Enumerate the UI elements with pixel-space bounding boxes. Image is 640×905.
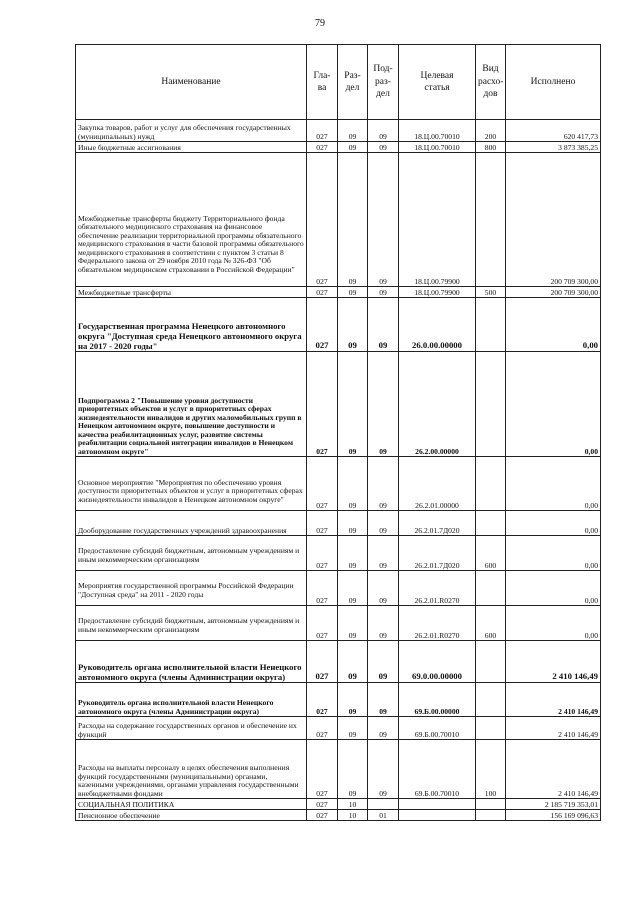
row-statya: 26.0.00.00000 <box>399 298 476 352</box>
row-name: Расходы на выплаты персоналу в целях обеспечения выполнения функций государственными (муниципальными) органами, казенными учреждениями, органами управления государственными внебюджетными фондами <box>76 740 307 799</box>
header-podrazdel <box>368 45 399 120</box>
row-statya: 18.Ц.00.79900 <box>399 153 476 287</box>
row-ispolneno: 0,00 <box>506 457 601 511</box>
row-ispolneno: 2 410 146,49 <box>506 641 601 683</box>
row-glava: 027 <box>307 287 338 298</box>
row-ispolneno: 3 873 385,25 <box>506 142 601 153</box>
row-glava: 027 <box>307 153 338 287</box>
row-glava: 027 <box>307 683 338 717</box>
row-vid <box>476 457 506 511</box>
row-podrazdel: 09 <box>368 153 399 287</box>
table-row <box>76 153 601 287</box>
table-row <box>76 717 601 740</box>
row-glava: 027 <box>307 511 338 536</box>
header-vid-text: Вид расхо- дов <box>478 64 504 100</box>
row-razdel: 09 <box>338 606 368 641</box>
row-glava: 027 <box>307 298 338 352</box>
row-ispolneno: 0,00 <box>506 511 601 536</box>
row-name: СОЦИАЛЬНАЯ ПОЛИТИКА <box>76 799 307 810</box>
row-ispolneno: 156 169 096,63 <box>506 810 601 821</box>
row-vid <box>476 810 506 821</box>
row-razdel: 09 <box>338 153 368 287</box>
header-name <box>76 45 307 120</box>
row-ispolneno: 0,00 <box>506 571 601 606</box>
row-razdel: 09 <box>338 457 368 511</box>
table-row <box>76 571 601 606</box>
row-ispolneno: 0,00 <box>506 352 601 457</box>
row-name <box>76 457 307 511</box>
row-name <box>76 571 307 606</box>
row-ispolneno: 0,00 <box>506 536 601 571</box>
table-row <box>76 740 601 799</box>
row-podrazdel: 09 <box>368 641 399 683</box>
row-vid <box>476 511 506 536</box>
table-row <box>76 511 601 536</box>
row-statya: 18.Ц.00.70010 <box>399 120 476 142</box>
row-razdel: 09 <box>338 298 368 352</box>
row-razdel: 09 <box>338 511 368 536</box>
table-row <box>76 799 601 810</box>
header-statya-text: Целевая статья <box>420 70 454 93</box>
row-ispolneno: 2 410 146,49 <box>506 717 601 740</box>
row-razdel: 09 <box>338 717 368 740</box>
row-podrazdel: 09 <box>368 536 399 571</box>
header-podrazdel-text: Под- раз- дел <box>373 64 393 100</box>
row-glava: 027 <box>307 606 338 641</box>
row-name: Государственная программа Ненецкого автономного округа "Доступная среда Ненецкого автономного округа на 2017 - 2020 годы" <box>76 298 307 352</box>
row-name: Подпрограмма 2 "Повышение уровня доступности приоритетных объектов и услуг в приоритетных сферах жизнедеятельности инвалидов и других маломобильных групп в Ненецком автономном округе, повышение доступности и качества реабилитационных услуг, развитие системы реабилитации социальной интеграции инвалидов в Ненецком автономном округе" <box>76 352 307 457</box>
row-vid <box>476 683 506 717</box>
row-statya: 26.2.01.7Д020 <box>399 536 476 571</box>
table-row <box>76 298 601 352</box>
table-row <box>76 352 601 457</box>
row-ispolneno: 200 709 300,00 <box>506 287 601 298</box>
row-statya: 69.Б.00.00000 <box>399 683 476 717</box>
row-vid: 500 <box>476 287 506 298</box>
row-podrazdel: 09 <box>368 683 399 717</box>
row-ispolneno: 620 417,73 <box>506 120 601 142</box>
table-row <box>76 606 601 641</box>
row-glava: 027 <box>307 641 338 683</box>
table-row <box>76 683 601 717</box>
row-podrazdel: 09 <box>368 606 399 641</box>
row-vid <box>476 799 506 810</box>
table-row <box>76 641 601 683</box>
row-glava: 027 <box>307 457 338 511</box>
row-vid <box>476 298 506 352</box>
row-razdel: 09 <box>338 142 368 153</box>
row-ispolneno: 2 410 146,49 <box>506 740 601 799</box>
row-statya: 26.2.01.R0270 <box>399 571 476 606</box>
row-vid <box>476 641 506 683</box>
row-vid <box>476 717 506 740</box>
row-podrazdel: 09 <box>368 740 399 799</box>
row-podrazdel <box>368 799 399 810</box>
row-statya: 18.Ц.00.70010 <box>399 142 476 153</box>
row-vid: 600 <box>476 606 506 641</box>
row-razdel: 09 <box>338 352 368 457</box>
row-vid <box>476 352 506 457</box>
row-name-text: Предоставление субсидий бюджетным, автономным учреждениям и иным некоммерческим организациям <box>78 546 300 564</box>
row-name: Межбюджетные трансферты <box>76 287 307 298</box>
row-name-text: Межбюджетные трансферты бюджету Территориального фонда обязательного медицинского страхования на финансовое обеспечение реализации территориальной программы обязательного медицинского страхования в части базовой программы обязательного медицинского страхования в соответствии с пунктом 3 статьи 8 Федерального закона от 29 ноября 2010 года № 326-ФЗ "Об обязательном медицинском страховании в Российской Федерации" <box>78 213 304 274</box>
row-ispolneno: 200 709 300,00 <box>506 153 601 287</box>
row-ispolneno: 2 185 719 353,01 <box>506 799 601 810</box>
row-glava: 027 <box>307 810 338 821</box>
row-vid <box>476 571 506 606</box>
row-statya <box>399 810 476 821</box>
row-name: Дооборудование государственных учреждений здравоохранения <box>76 511 307 536</box>
row-name <box>76 536 307 571</box>
row-razdel: 09 <box>338 740 368 799</box>
table-row <box>76 287 601 298</box>
row-podrazdel: 01 <box>368 810 399 821</box>
row-podrazdel: 09 <box>368 298 399 352</box>
table-row <box>76 810 601 821</box>
header-vid <box>476 45 506 120</box>
row-name <box>76 153 307 287</box>
header-razdel-text: Раз- дел <box>344 70 361 93</box>
row-name-text: Предоставление субсидий бюджетным, автономным учреждениям и иным некоммерческим организациям <box>78 616 300 634</box>
row-name: Пенсионное обеспечение <box>76 810 307 821</box>
header-ispolneno <box>506 45 601 120</box>
row-podrazdel: 09 <box>368 142 399 153</box>
row-glava: 027 <box>307 142 338 153</box>
table-row <box>76 457 601 511</box>
page-number: 79 <box>315 18 325 29</box>
row-podrazdel: 09 <box>368 571 399 606</box>
row-podrazdel: 09 <box>368 717 399 740</box>
row-name-text: Мероприятия государственной программы Российской Федерации "Доступная среда" на 2011 - 2020 годы <box>78 581 294 599</box>
row-statya: 26.2.01.R0270 <box>399 606 476 641</box>
row-razdel: 09 <box>338 641 368 683</box>
row-podrazdel: 09 <box>368 457 399 511</box>
row-name: Иные бюджетные ассигнования <box>76 142 307 153</box>
row-vid: 600 <box>476 536 506 571</box>
row-glava: 027 <box>307 352 338 457</box>
row-razdel: 09 <box>338 683 368 717</box>
row-glava: 027 <box>307 740 338 799</box>
row-podrazdel: 09 <box>368 120 399 142</box>
row-statya: 26.2.01.7Д020 <box>399 511 476 536</box>
budget-table <box>75 44 601 821</box>
row-statya: 69.Б.00.70010 <box>399 740 476 799</box>
row-vid <box>476 153 506 287</box>
header-glava <box>307 45 338 120</box>
header-statya <box>399 45 476 120</box>
header-name-text: Наименование <box>161 76 221 87</box>
table-row <box>76 142 601 153</box>
table-header-row <box>76 45 601 120</box>
row-statya: 26.2.00.00000 <box>399 352 476 457</box>
row-name: Расходы на содержание государственных органов и обеспечение их функций <box>76 717 307 740</box>
row-vid: 100 <box>476 740 506 799</box>
row-podrazdel: 09 <box>368 352 399 457</box>
table-row <box>76 536 601 571</box>
row-glava: 027 <box>307 799 338 810</box>
row-glava: 027 <box>307 717 338 740</box>
row-razdel: 10 <box>338 810 368 821</box>
header-glava-text: Гла- ва <box>313 70 331 93</box>
header-razdel <box>338 45 368 120</box>
row-ispolneno: 0,00 <box>506 298 601 352</box>
row-statya: 26.2.01.00000 <box>399 457 476 511</box>
row-statya: 18.Ц.00.79900 <box>399 287 476 298</box>
row-razdel: 09 <box>338 571 368 606</box>
header-ispolneno-text: Исполнено <box>530 76 576 87</box>
row-razdel: 10 <box>338 799 368 810</box>
row-ispolneno: 0,00 <box>506 606 601 641</box>
row-razdel: 09 <box>338 287 368 298</box>
row-name-text: Основное мероприятие "Мероприятия по обеспечению уровня доступности приоритетных объектов и услуг в приоритетных сферах жизнедеятельности инвалидов в Ненецком автономном округе" <box>78 477 303 504</box>
row-name: Руководитель органа исполнительной власти Ненецкого автономного округа (члены Администрации округа) <box>76 683 307 717</box>
row-glava: 027 <box>307 571 338 606</box>
row-statya: 69.Б.00.70010 <box>399 717 476 740</box>
row-vid: 200 <box>476 120 506 142</box>
row-ispolneno: 2 410 146,49 <box>506 683 601 717</box>
row-statya <box>399 799 476 810</box>
row-glava: 027 <box>307 536 338 571</box>
row-podrazdel: 09 <box>368 511 399 536</box>
row-name: Закупка товаров, работ и услуг для обеспечения государственных (муниципальных) нужд <box>76 120 307 142</box>
table-row <box>76 120 601 142</box>
row-podrazdel: 09 <box>368 287 399 298</box>
row-statya: 69.0.00.00000 <box>399 641 476 683</box>
row-name: Руководитель органа исполнительной власти Ненецкого автономного округа (члены Администрации округа) <box>76 641 307 683</box>
row-razdel: 09 <box>338 120 368 142</box>
row-vid: 800 <box>476 142 506 153</box>
row-glava: 027 <box>307 120 338 142</box>
row-name <box>76 606 307 641</box>
row-razdel: 09 <box>338 536 368 571</box>
